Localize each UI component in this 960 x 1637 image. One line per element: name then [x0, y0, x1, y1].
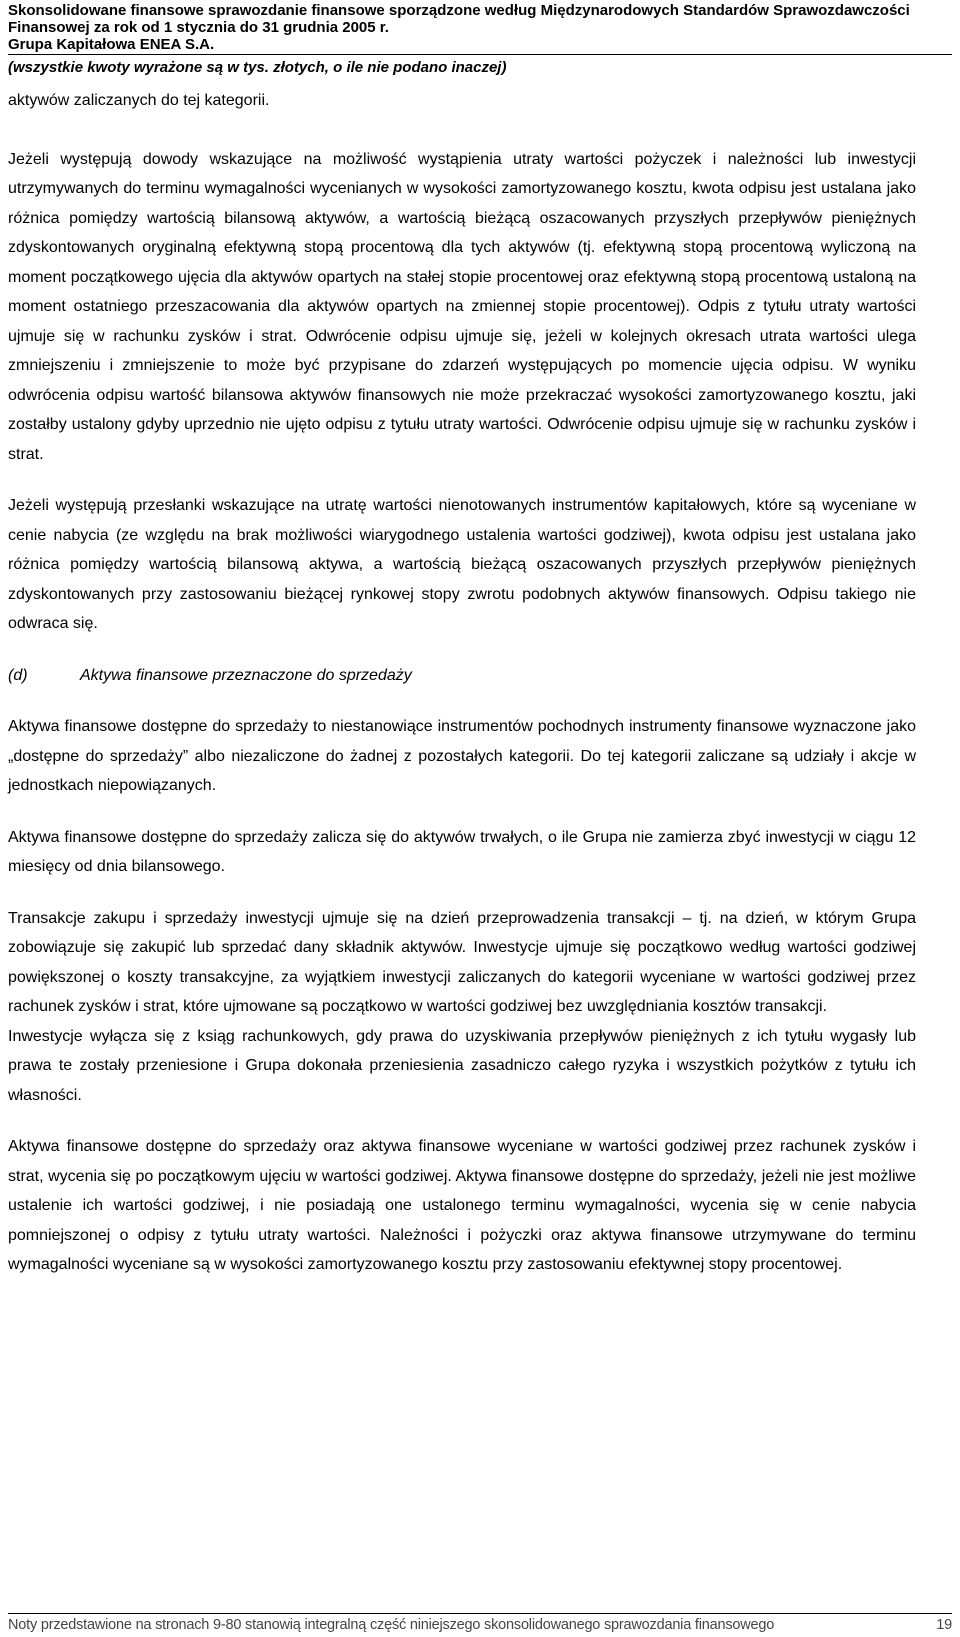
footer-note: Noty przedstawione na stronach 9-80 stanowią integralną część niniejszego skonsolidowanego sprawozdania finansowego — [8, 1617, 775, 1633]
paragraph-afs-definition: Aktywa finansowe dostępne do sprzedaży to niestanowiące instrumentów pochodnych instrumenty finansowe wyznaczone jako „dostępne do sprzedaży” albo niezaliczone do żadnej z pozostałych kategorii. Do tej kategorii zaliczane są udziały i akcje w jednostkach niepowiązanych. — [8, 718, 916, 794]
section-heading — [8, 661, 916, 691]
paragraph-afs-noncurrent: Aktywa finansowe dostępne do sprzedaży zalicza się do aktywów trwałych, o ile Grupa nie zamierza zbyć inwestycji w ciągu 12 miesięcy od dnia bilansowego. — [8, 828, 916, 875]
paragraph-transactions: Transakcje zakupu i sprzedaży inwestycji ujmuje się na dzień przeprowadzenia transakcji – tj. na dzień, w którym Grupa zobowiązuje się zakupić lub sprzedać dany składnik aktywów. Inwestycje ujmuje się początkowo według wartości godziwej powiększonej o koszty transakcyjne, za wyjątkiem inwestycji zaliczanych do kategorii wyceniane w wartości godziwej przez rachunek zysków i strat, które ujmowane są początkowo w wartości godziwej bez uwzględniania kosztów transakcji. — [8, 909, 916, 1015]
paragraph-continuation: aktywów zaliczanych do tej kategorii. — [8, 92, 270, 109]
header-title-line1: Skonsolidowane finansowe sprawozdanie finansowe sporządzone według Międzynarodowych Standardów Sprawozdawczości — [8, 2, 910, 19]
paragraph-impairment-unquoted: Jeżeli występują przesłanki wskazujące na utratę wartości nienotowanych instrumentów kapitałowych, które są wyceniane w cenie nabycia (ze względu na brak możliwości wiarygodnego ustalenia wartości godziwej), kwota odpisu jest ustalana jako różnica pomiędzy wartością bilansową aktywa, a wartością bieżącą oszacowanych przyszłych przepływów pieniężnych zdyskontowanych przy zastosowaniu bieżącej rynkowej stopy zwrotu podobnych aktywów finansowych. Odpisu takiego nie odwraca się. — [8, 497, 916, 632]
footer-divider — [8, 1613, 952, 1614]
paragraph-measurement: Aktywa finansowe dostępne do sprzedaży oraz aktywa finansowe wyceniane w wartości godziwej przez rachunek zysków i strat, wycenia się po początkowym ujęciu w wartości godziwej. Aktywa finansowe dostępne do sprzedaży, jeżeli nie jest możliwe ustalenie ich wartości godziwej, i nie posiadają one ustalonego terminu wymagalności, wycenia się w cenie nabycia pomniejszonej o odpisy z tytułu utraty wartości. Należności i pożyczki oraz aktywa finansowe utrzymywane do terminu wymagalności wyceniane są w wysokości zamortyzowanego kosztu przy zastosowaniu efektywnej stopy procentowej. — [8, 1138, 916, 1273]
header-amounts-note: (wszystkie kwoty wyrażone są w tys. złotych, o ile nie podano inaczej) — [8, 59, 507, 76]
header-company: Grupa Kapitałowa ENEA S.A. — [8, 36, 215, 53]
header-divider — [8, 54, 952, 55]
page-number: 19 — [936, 1617, 952, 1633]
page-footer — [8, 1616, 952, 1634]
section-title: Aktywa finansowe przeznaczone do sprzedaży — [80, 666, 412, 684]
paragraph-derecognition: Inwestycje wyłącza się z ksiąg rachunkowych, gdy prawa do uzyskiwania przepływów pieniężnych z ich tytułu wygasły lub prawa te zostały przeniesione i Grupa dokonała przeniesienia zasadniczo całego ryzyka i wszystkich pożytków z tytułu ich własności. — [8, 1027, 916, 1104]
section-number: (d) — [8, 666, 28, 684]
header-title-line2: Finansowej za rok od 1 stycznia do 31 grudnia 2005 r. — [8, 19, 389, 36]
document-body — [8, 86, 916, 1280]
paragraph-impairment-loans: Jeżeli występują dowody wskazujące na możliwość wystąpienia utraty wartości pożyczek i należności lub inwestycji utrzymywanych do terminu wymagalności wycenianych w wysokości zamortyzowanego kosztu, kwota odpisu jest ustalana jako różnica pomiędzy wartością bilansową aktywów, a wartością bieżącą oszacowanych przyszłych przepływów pieniężnych zdyskontowanych oryginalną efektywną stopą procentową dla tych aktywów (tj. efektywną stopą procentową wyliczoną na moment początkowego ujęcia dla aktywów opartych na stałej stopie procentowej oraz efektywną stopą procentową ustaloną na moment ostatniego przeszacowania dla aktywów opartych na zmiennej stopie procentowej). Odpis z tytułu utraty wartości ujmuje się w rachunku zysków i strat. Odwrócenie odpisu ujmuje się, jeżeli w kolejnych okresach utrata wartości ulega zmniejszeniu i zmniejszenie to może być przypisane do zdarzeń występujących po momencie ujęcia odpisu. W wyniku odwrócenia odpisu wartość bilansowa aktywów finansowych nie może przekraczać wysokości zamortyzowanego kosztu, jaki zostałby ustalony gdyby uprzednio nie ujęto odpisu z tytułu utraty wartości. Odwrócenie odpisu ujmuje się w rachunku zysków i strat. — [8, 150, 916, 463]
page-header — [8, 2, 952, 77]
